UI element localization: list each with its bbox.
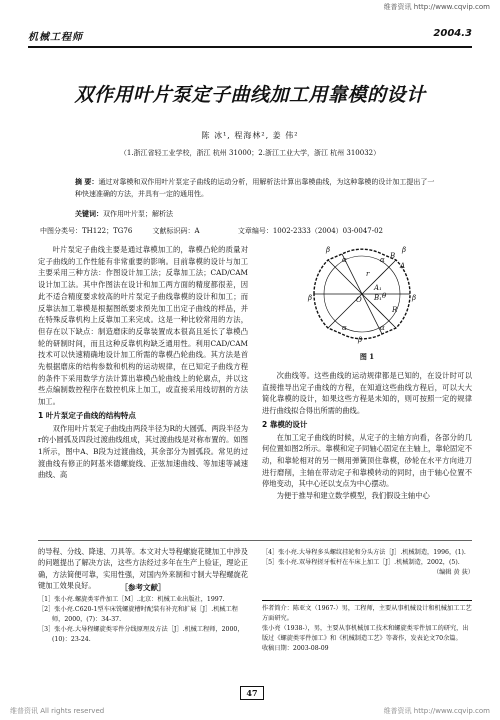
reference-item: ［3］张小亮.大导程螺旋类零件分线原理及方法［J］.机械工程师，2000，(10)：23-24. [38,626,244,643]
references-list-continued [262,548,474,578]
fig-label-A: A [400,262,406,270]
keywords [75,209,435,219]
journal-header [28,20,472,48]
section-1-paragraph: 双作用叶片泵定子曲线由两段半径为R的大圆弧、两段半径为r的小圆弧及四段过渡曲线组成，其过渡曲线是对称布置的。如图1所示，图中A、B段为过渡曲线，其余部分为圆弧段。常见的过渡曲线有修正的阿基米德螺旋线、正弦加速曲线、等加速等减速曲线、高 [38,423,248,480]
section-heading-2: 2 靠模的设计 [262,419,308,429]
right-paragraph-2: 在加工定子曲线的时候，从定子的主轴方向看，各部分的几何位置如图2所示。靠模和定子同轴心固定在主轴上，靠轮固定不动，和靠轮相对的另一侧用弹簧顶住靠模，砂轮在水平方向进刀进行磨削，主轴在带动定子和靠模转动的同时，由于轴心位置不停地变动，其中心还以支点为中心摆动。 [262,432,472,489]
authors: 陈 冰¹, 程海林², 姜 伟² [201,131,299,140]
intro-paragraph: 叶片泵定子曲线主要是通过靠模加工的，靠模凸轮的质量对定子曲线的工作性能有非常重要的影响。目前靠模的设计与加工主要采用三种方法：作图设计加工法；反靠加工法；CAD/CAM设计加工法。其中作图法在设计和加工两方面的精度都很差，因此不适合精度要求较高的叶片泵定子曲线靠模的设计和加工；而反靠法加工靠模是根据图纸要求预先加工出定子曲线的样品，并在特殊反靠机构上反靠加工来完成。这是一种比较常用的方法，但存在以下缺点：制造磨床的反靠装置成本很高且延长了靠模凸轮的研制时间，而且这种反靠机构缺乏通用性。利用CAD/CAM技术可以快速精确地设计加工所需的靠模凸轮曲线。其方法是首先根据磨床的结构参数和机构的运动规律，在已知定子曲线方程的条件下采用数学方法计算出靠模凸轮曲线上的轮廓点，并以这些点编制数控程序在数控机床上加工，或直接采用线切割的方法加工。 [38,245,248,407]
fig-label-beta-5: β [358,336,363,344]
section-divider [38,540,472,541]
doc-code: 文献标识码：A [152,227,200,235]
previous-article-text: 的导程、分线、降速、刀具等。本文对大导程螺旋花键加工中涉及的问题提出了解决方法，这些方法经过多年在生产上验证，理论正确，方法简便可靠，实用性强，对国内外来制和寸制大导程螺旋花键加工效果良好。 [38,547,248,591]
reference-item: ［1］张小亮.螺旋类零件加工［M］.北京：机械工业出版社，1997. [38,596,225,603]
fig-label-beta-1: β [326,246,331,254]
fig-label-beta-2: β [402,246,407,254]
bio-line: 作者简介：陈亚文（1967-）男，工程师，主要从事机械设计和机械加工工艺方面研究。 [262,605,472,622]
fig-label-r: r [366,270,370,278]
footer-watermark-right: 维普资讯 http://www.cqvip.com [383,707,490,715]
keywords-text: 双作用叶片泵；解析法 [103,210,173,218]
watermark-top: 维普资讯 http://www.cqvip.com [383,3,490,11]
page-number: 47 [240,686,264,700]
footer-bar [0,700,500,720]
figure-1-stator-curve [262,238,472,350]
fig-label-B1: B₁ [374,294,382,302]
fig-label-alpha-1: α [342,256,347,264]
clc-code: 中图分类号：TH122；TG76 [40,227,133,235]
fig-label-B: B [390,252,396,260]
section-heading-1: 1 叶片泵定子曲线的结构特点 [38,410,136,420]
abstract-label: 摘 要： [75,178,99,186]
bio-divider [262,600,472,601]
article-number: 文章编号：1002-2333（2004）03-0047-02 [237,227,384,235]
reference-item: ［4］张小亮.大导程多头螺纹挂轮和分头方法［J］.机械制造，1996，(1). [262,549,466,556]
abstract [75,176,435,200]
fig-label-O: O [356,296,362,304]
right-paragraph-3: 为便于推导和建立数学模型，我们假设主轴中心 [276,491,430,501]
received-date: 收稿日期：2003-08-09 [262,645,329,652]
fig-label-alpha-3: α [342,324,347,332]
affiliation: （1.浙江省轻工业学校，浙江 杭州 31000；2.浙江工业大学，浙江 杭州 310032） [119,149,381,157]
right-paragraph-1: 次曲线等。这些曲线的运动规律都是已知的，在设计时可以直接推导出定子曲线的方程，在知道这些曲线方程后，可以大大简化靠模的设计，如果这些方程是未知的，则可按照一定的规律进行曲线拟合得出所需的曲线。 [262,371,472,416]
figure-1-caption: 图 1 [359,352,375,361]
references-list [38,595,250,645]
editor-note: （编辑 黄 荻） [432,569,474,576]
fig-label-A1: A₁ [374,284,382,292]
references-heading: ［参考文献］ [120,583,166,592]
bio-line: 张小亮（1938-），男，主要从事机械加工技术和螺旋类零件加工的研究，出版过《螺旋类零件加工》和《机械制造工艺》等著作，发表论文70余篇。 [262,625,469,642]
journal-name: 机械工程师 [28,32,83,43]
right-column [262,370,472,502]
fig-label-R: R [392,306,398,314]
left-column [38,244,248,481]
fig-label-beta-4: β [412,294,417,302]
reference-item: ［2］张小亮.C620-1型车床铣螺旋槽时配装有补充和扩展［J］.机械工程师，2000，(7)：34-37. [38,606,238,623]
keywords-label: 关键词： [75,210,103,218]
issue-number: 2004.3 [433,28,472,39]
top-bar [0,0,500,14]
article-title: 双作用叶片泵定子曲线加工用靠模的设计 [74,84,426,106]
fig-label-theta: θ [382,292,387,300]
abstract-text: 通过对靠模和双作用叶片泵定子曲线的运动分析，用解析法计算出靠模曲线，为这种靠模的设计加工提出了一种快速准确的方法，并具有一定的通用性。 [75,178,435,198]
classification-line [40,226,460,236]
radial-line-1 [328,260,362,294]
fig-label-beta-3: β [308,294,313,302]
author-bio [262,604,474,654]
reference-item: ［5］张小亮.双导程搓牙板杆在车床上加工［J］.机械制造，2002，(5). [262,559,460,566]
fig-label-alpha-4: α [380,324,385,332]
fig-label-alpha-2: α [380,256,385,264]
footer-watermark-left: 维普资讯 All rights reserved [10,707,105,715]
